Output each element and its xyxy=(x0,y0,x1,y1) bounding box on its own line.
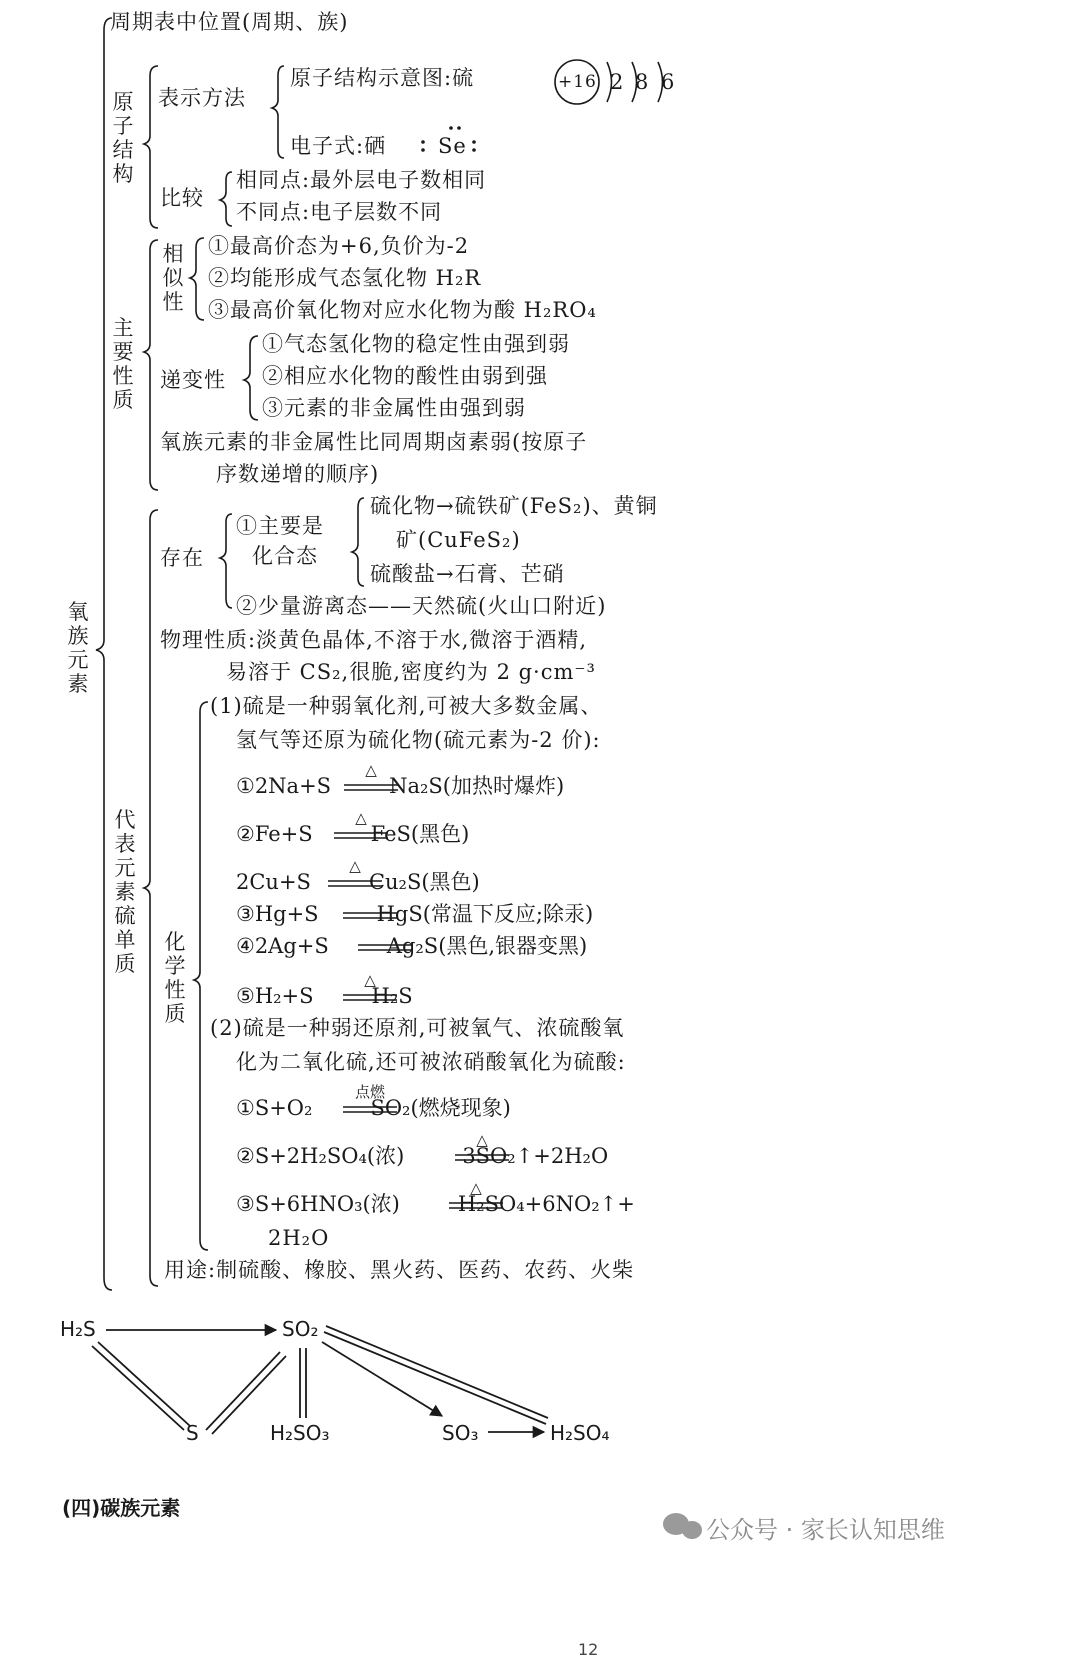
node-h2s: H₂S xyxy=(60,1317,96,1341)
physical-line-2: 易溶于 CS₂,很脆,密度约为 2 g·cm⁻³ xyxy=(226,660,596,684)
atomic-brace xyxy=(144,66,158,228)
main-props-brace xyxy=(144,240,158,490)
schematic-text: 原子结构示意图:硫 xyxy=(290,66,475,90)
node-h2so4: H₂SO₄ xyxy=(550,1421,610,1445)
comparison-different: 不同点:电子层数不同 xyxy=(236,200,443,224)
reaction-hno3: ③S+6HNO₃(浓) H₂SO₄+6NO₂↑+ xyxy=(236,1192,635,1216)
main-properties-label: 主要性质 xyxy=(112,316,134,412)
node-so2: SO₂ xyxy=(282,1317,319,1341)
gradient-brace xyxy=(244,336,258,420)
reaction-fe-condition: △ xyxy=(355,809,367,827)
similar-3: ③最高价氧化物对应水化物为酸 H₂RO₄ xyxy=(208,298,597,322)
reaction-hg: ③Hg+S HgS(常温下反应;除汞) xyxy=(236,902,594,926)
free-state-line: ②少量游离态——天然硫(火山口附近) xyxy=(236,594,607,618)
similarity-label: 相似性 xyxy=(162,242,184,314)
position-line: 周期表中位置(周期、族) xyxy=(110,10,349,34)
reaction-na: ①2Na+S Na₂S(加热时爆炸) xyxy=(236,774,565,798)
existence-label: 存在 xyxy=(160,546,204,570)
electron-formula-text: 电子式:硒 xyxy=(290,134,387,158)
combined-state-1: ①主要是 xyxy=(236,514,324,538)
sulfur-brace xyxy=(144,510,158,1286)
next-section-heading: (四)碳族元素 xyxy=(62,1496,181,1520)
sulfur-label: 代表元素硫单质 xyxy=(114,808,136,976)
node-so3: SO₃ xyxy=(442,1421,479,1445)
reaction-hno3-tail: 2H₂O xyxy=(268,1226,330,1250)
page-number: 12 xyxy=(578,1640,599,1659)
reaction-ag: ④2Ag+S Ag₂S(黑色,银器变黑) xyxy=(236,934,588,958)
representation-brace xyxy=(272,66,284,158)
comparison-brace xyxy=(220,172,232,226)
shell-2: 8 xyxy=(635,70,650,94)
similarity-brace xyxy=(190,238,204,320)
node-s: S xyxy=(186,1421,199,1445)
similar-2: ②均能形成气态氢化物 H₂R xyxy=(208,266,482,290)
reductant-line-2: 化为二氧化硫,还可被浓硝酸氧化为硫酸: xyxy=(236,1050,626,1074)
reaction-fe: ②Fe+S FeS(黑色) xyxy=(236,822,470,846)
reaction-h2-condition: △ xyxy=(364,971,376,989)
comparison-label: 比较 xyxy=(160,186,204,210)
shell-3: 6 xyxy=(661,70,676,94)
existence-brace xyxy=(220,514,232,608)
watermark-text: 公众号 · 家长认知思维 xyxy=(706,1516,945,1544)
reaction-na-condition: △ xyxy=(365,761,377,779)
sulfate-line: 硫酸盐→石膏、芒硝 xyxy=(370,562,565,586)
halogen-comparison-1: 氧族元素的非金属性比同周期卤素弱(按原子 xyxy=(160,430,588,454)
chemical-brace xyxy=(194,702,208,1250)
reaction-cu-condition: △ xyxy=(349,857,361,875)
physical-line-1: 物理性质:淡黄色晶体,不溶于水,微溶于酒精, xyxy=(160,628,588,652)
uses-line: 用途:制硫酸、橡胶、黑火药、医药、农药、火柴 xyxy=(164,1258,635,1282)
combined-state-2: 化合态 xyxy=(252,544,318,568)
compound-brace xyxy=(352,498,364,586)
reaction-cu: 2Cu+S Cu₂S(黑色) xyxy=(236,870,480,894)
gradient-2: ②相应水化物的酸性由弱到强 xyxy=(262,364,548,388)
gradient-label: 递变性 xyxy=(160,368,226,392)
sulfide-line-2: 矿(CuFeS₂) xyxy=(396,528,521,552)
atomic-structure-label: 原子结构 xyxy=(112,90,134,186)
gradient-3: ③元素的非金属性由强到弱 xyxy=(262,396,526,420)
comparison-same: 相同点:最外层电子数相同 xyxy=(236,168,487,192)
representation-label: 表示方法 xyxy=(158,86,246,110)
reaction-o2-condition: 点燃 xyxy=(354,1083,385,1101)
root-brace xyxy=(96,18,112,1290)
root-label: 氧族元素 xyxy=(67,600,89,696)
oxidant-line-1: (1)硫是一种弱氧化剂,可被大多数金属、 xyxy=(210,694,603,718)
se-symbol: Se xyxy=(438,134,467,158)
reaction-o2: ①S+O₂ SO₂(燃烧现象) xyxy=(236,1096,511,1120)
reaction-h2so4: ②S+2H₂SO₄(浓) 3SO₂↑+2H₂O xyxy=(236,1144,609,1168)
reaction-h2: ⑤H₂+S H₂S xyxy=(236,984,413,1008)
chemical-label: 化学性质 xyxy=(164,930,186,1026)
gradient-1: ①气态氢化物的稳定性由强到弱 xyxy=(262,332,570,356)
oxidant-line-2: 氢气等还原为硫化物(硫元素为-2 价): xyxy=(236,728,601,752)
sulfide-line-1: 硫化物→硫铁矿(FeS₂)、黄铜 xyxy=(370,494,658,518)
node-h2so3: H₂SO₃ xyxy=(270,1421,330,1445)
shell-1: 2 xyxy=(610,70,625,94)
reaction-h2so4-condition: △ xyxy=(476,1131,488,1149)
sulfur-nucleus: +16 xyxy=(558,72,597,92)
reaction-hno3-condition: △ xyxy=(470,1179,482,1197)
similar-1: ①最高价态为+6,负价为-2 xyxy=(208,234,470,258)
reductant-line-1: (2)硫是一种弱还原剂,可被氧气、浓硫酸氧 xyxy=(210,1016,625,1040)
halogen-comparison-2: 序数递增的顺序) xyxy=(216,462,380,486)
arrow-so2-so3 xyxy=(322,1342,442,1416)
